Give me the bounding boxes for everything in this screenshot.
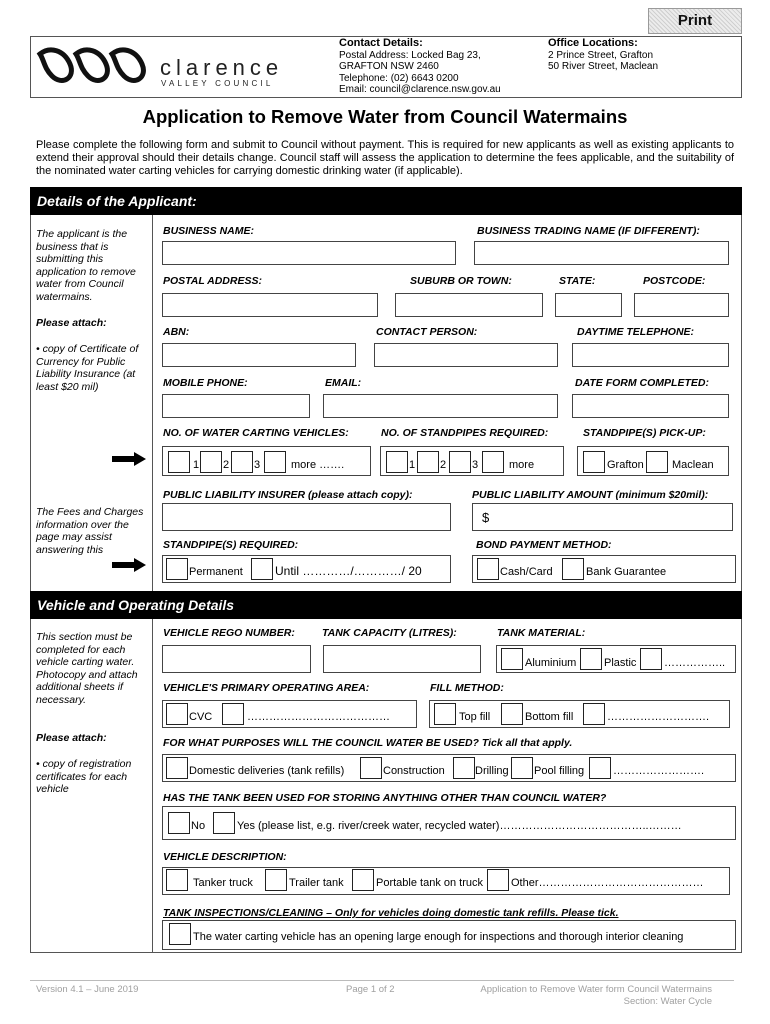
email-label: EMAIL: [325,377,362,389]
contact-person-label: CONTACT PERSON: [376,326,478,338]
tank-used-label: HAS THE TANK BEEN USED FOR STORING ANYTHING OTHER THAN COUNCIL WATER? [163,792,607,804]
mobile-label: MOBILE PHONE: [163,377,248,389]
opening-checkbox[interactable] [169,923,191,945]
no-checkbox[interactable] [168,812,190,834]
arrow-right-icon [112,452,146,466]
print-button[interactable]: Print [648,8,742,34]
section-divider [152,619,153,952]
cash-card-label: Cash/Card [500,566,553,578]
trading-name-input[interactable] [474,241,729,265]
contact-line: GRAFTON NSW 2460 [339,61,439,72]
standpipes-1-label: 1 [409,459,416,471]
standpipes-more-checkbox[interactable] [482,451,504,473]
date-completed-label: DATE FORM COMPLETED: [575,377,709,389]
portable-tank-checkbox[interactable] [352,869,374,891]
standpipes-2-checkbox[interactable] [417,451,439,473]
footer-section: Section: Water Cycle [623,996,712,1007]
section-border-right [741,215,742,591]
pickup-maclean-checkbox[interactable] [646,451,668,473]
tank-capacity-input[interactable] [323,645,481,673]
applicant-attach-item: • copy of Certificate of Currency for Public Liability Insurance (at least $20 mil) [36,343,139,393]
vehicle-attach-item: • copy of registration certificates for each vehicle [36,758,132,796]
permanent-checkbox[interactable] [166,558,188,580]
tank-material-label: TANK MATERIAL: [497,627,586,639]
portable-tank-label: Portable tank on truck [376,877,484,889]
until-label: Until …………/…………/ 20 [275,564,422,578]
cash-card-checkbox[interactable] [477,558,499,580]
construction-label: Construction [383,765,445,777]
office-locations [548,38,658,73]
trailer-tank-label: Trailer tank [289,877,344,889]
pickup-grafton-label: Grafton [607,459,644,471]
office-line: 50 River Street, Maclean [548,61,659,72]
fill-method-label: FILL METHOD: [430,682,504,694]
pickup-label: STANDPIPE(S) PICK-UP: [583,427,706,439]
vehicles-more-checkbox[interactable] [264,451,286,473]
standpipes-required-label: STANDPIPE(S) REQUIRED: [163,539,299,551]
vehicles-2-label: 2 [223,459,230,471]
contact-email: Email: council@clarence.nsw.gov.au [339,84,501,95]
contact-heading: Contact Details: [339,37,423,49]
operating-area-label: VEHICLE'S PRIMARY OPERATING AREA: [163,682,370,694]
email-input[interactable] [323,394,558,418]
pickup-grafton-checkbox[interactable] [583,451,605,473]
material-other-label: …………….. [664,657,726,669]
vehicles-1-label: 1 [193,459,200,471]
fill-other-label: ………………………. [607,711,710,723]
until-checkbox[interactable] [251,558,273,580]
daytime-phone-input[interactable] [572,343,729,367]
daytime-phone-label: DAYTIME TELEPHONE: [577,326,695,338]
vehicles-more-label: more ……. [291,459,345,471]
date-completed-input[interactable] [572,394,729,418]
domestic-label: Domestic deliveries (tank refills) [189,765,345,777]
contact-line: Telephone: (02) 6643 0200 [339,72,459,84]
num-standpipes-label: NO. OF STANDPIPES REQUIRED: [381,427,549,439]
office-heading: Office Locations: [548,37,638,49]
intro-text: Please complete the following form and submit to Council without payment. This is required for new applicants as well as existing applicants to extend their approval should their details change. Council staff will assess the application to determine the fees applicable, and the suitability of the nominated water carting vehicles for carrying domestic drinking water (if applicable). [36,139,734,177]
vehicles-3-label: 3 [254,459,261,471]
purpose-other-checkbox[interactable] [589,757,611,779]
section-border-left [30,215,31,591]
standpipes-1-checkbox[interactable] [386,451,408,473]
section-border-right [741,619,742,952]
logo-sub: VALLEY COUNCIL [161,79,274,88]
applicant-attach-heading: Please attach: [36,317,107,329]
contact-line: Postal Address: Locked Bag 23, [339,49,481,61]
contact-person-input[interactable] [374,343,558,367]
business-name-input[interactable] [162,241,456,265]
footer-rule [30,980,734,981]
vehicle-side-text: This section must be completed for each vehicle carting water. Photocopy and attach additional sheets if necessary. [36,631,138,706]
insurer-input[interactable] [162,503,451,531]
opening-label: The water carting vehicle has an opening large enough for inspections and thorough interior cleaning [193,931,684,943]
liability-amount-label: PUBLIC LIABILITY AMOUNT (minimum $20mil): [472,489,709,501]
council-logo-icon [36,42,166,90]
footer-page: Page 1 of 2 [346,984,395,995]
plastic-label: Plastic [604,657,637,669]
liability-amount-input[interactable] [472,503,733,531]
contact-details [339,38,501,96]
description-other-label: Other……………………………………… [511,877,704,889]
drilling-checkbox[interactable] [453,757,475,779]
cvc-checkbox[interactable] [166,703,188,725]
rego-input[interactable] [162,645,311,673]
inspections-label: TANK INSPECTIONS/CLEANING – Only for vehicles doing domestic tank refills. Please tick. [163,907,619,919]
arrow-right-icon [112,558,146,572]
page-title: Application to Remove Water from Council Watermains [142,106,628,127]
pool-filling-label: Pool filling [534,765,585,777]
fees-note: The Fees and Charges information over the page may assist answering this [36,506,144,556]
tanker-truck-checkbox[interactable] [166,869,188,891]
dollar-sign: $ [482,510,490,525]
standpipes-more-label: more [509,459,535,471]
description-label: VEHICLE DESCRIPTION: [163,851,287,863]
standpipes-3-checkbox[interactable] [449,451,471,473]
description-other-checkbox[interactable] [487,869,509,891]
trading-name-label: BUSINESS TRADING NAME (IF DIFFERENT): [477,225,700,237]
section-border-left [30,619,31,952]
abn-label: ABN: [163,326,190,338]
footer-version: Version 4.1 – June 2019 [36,984,139,995]
logo-name: clarence [160,55,284,80]
no-label: No [191,820,206,832]
bottom-fill-label: Bottom fill [525,711,574,723]
postcode-label: POSTCODE: [643,275,706,287]
vehicles-2-checkbox[interactable] [200,451,222,473]
business-name-label: BUSINESS NAME: [163,225,255,237]
tank-capacity-label: TANK CAPACITY (LITRES): [322,627,457,639]
mobile-input[interactable] [162,394,310,418]
construction-checkbox[interactable] [360,757,382,779]
tanker-truck-label: Tanker truck [193,877,253,889]
insurer-label: PUBLIC LIABILITY INSURER (please attach copy): [163,489,413,501]
drilling-label: Drilling [475,765,509,777]
domestic-checkbox[interactable] [166,757,188,779]
section-header-applicant: Details of the Applicant: [30,187,742,215]
vehicles-3-checkbox[interactable] [231,451,253,473]
purposes-label: FOR WHAT PURPOSES WILL THE COUNCIL WATER BE USED? Tick all that apply. [163,737,573,749]
trailer-tank-checkbox[interactable] [265,869,287,891]
top-fill-checkbox[interactable] [434,703,456,725]
section-border-bottom [30,952,742,953]
yes-label: Yes (please list, e.g. river/creek water, recycled water)…………………………………..……… [237,820,682,832]
rego-label: VEHICLE REGO NUMBER: [163,627,295,639]
office-line: 2 Prince Street, Grafton [548,49,654,61]
pickup-maclean-label: Maclean [672,459,714,471]
postal-address-label: POSTAL ADDRESS: [163,275,262,287]
aluminium-checkbox[interactable] [501,648,523,670]
section-divider [152,215,153,591]
standpipes-3-label: 3 [472,459,479,471]
pool-filling-checkbox[interactable] [511,757,533,779]
bank-guarantee-checkbox[interactable] [562,558,584,580]
permanent-label: Permanent [189,566,243,578]
plastic-checkbox[interactable] [580,648,602,670]
top-fill-label: Top fill [459,711,491,723]
postal-address-input[interactable] [162,293,378,317]
vehicle-attach-heading: Please attach: [36,732,107,744]
abn-input[interactable] [162,343,356,367]
applicant-side-text: The applicant is the business that is submitting this application to remove water from Council watermains. [36,228,136,303]
cvc-label: CVC [189,711,213,723]
footer-doc-title: Application to Remove Water form Council Watermains [480,984,712,995]
state-label: STATE: [559,275,596,287]
bottom-fill-checkbox[interactable] [501,703,523,725]
yes-checkbox[interactable] [213,812,235,834]
suburb-label: SUBURB OR TOWN: [410,275,512,287]
purpose-other-label: ……………………. [613,765,705,777]
fill-other-checkbox[interactable] [583,703,605,725]
suburb-input[interactable] [395,293,543,317]
material-other-checkbox[interactable] [640,648,662,670]
vehicles-1-checkbox[interactable] [168,451,190,473]
state-input[interactable] [555,293,622,317]
area-other-checkbox[interactable] [222,703,244,725]
area-other-label: ………………………………… [247,711,390,723]
postcode-input[interactable] [634,293,729,317]
bond-method-label: BOND PAYMENT METHOD: [476,539,612,551]
num-vehicles-label: NO. OF WATER CARTING VEHICLES: [163,427,349,439]
standpipes-2-label: 2 [440,459,447,471]
aluminium-label: Aluminium [525,657,577,669]
section-header-vehicle: Vehicle and Operating Details [30,591,742,619]
bank-guarantee-label: Bank Guarantee [586,566,667,578]
